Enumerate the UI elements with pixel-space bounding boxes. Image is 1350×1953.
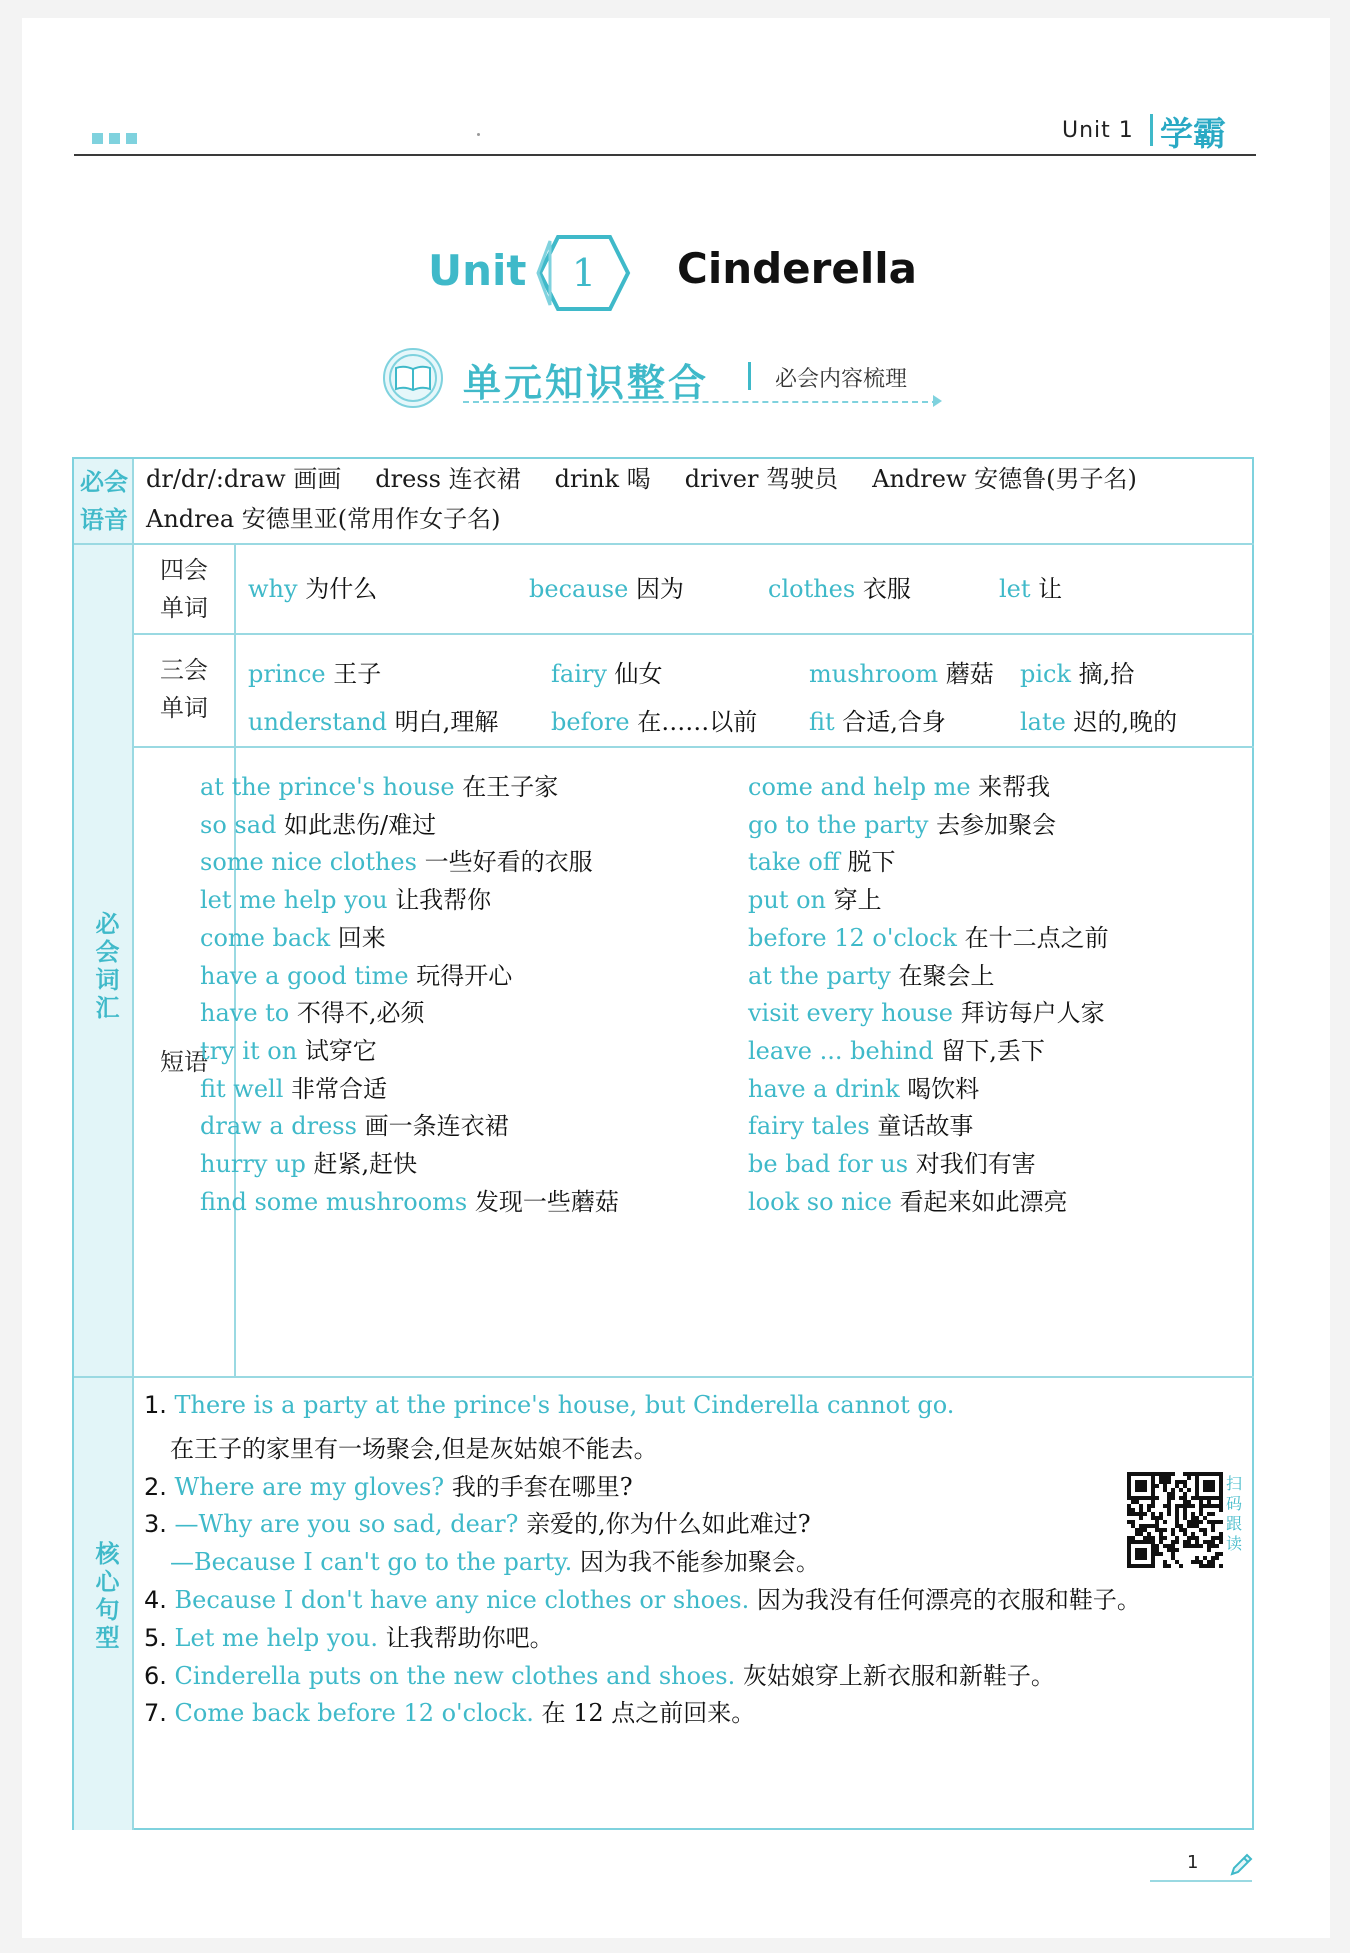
- phrase-item: hurry up 赶紧,赶快: [200, 1150, 418, 1178]
- phrase-item: visit every house 拜访每户人家: [748, 999, 1105, 1028]
- phrase-item: come and help me 来帮我: [748, 773, 1051, 801]
- phonics-word: Andrew: [872, 465, 967, 493]
- unit-number-badge: [536, 233, 632, 313]
- sentence-line: 3. —Why are you so sad, dear? 亲爱的,你为什么如此难过?: [144, 1510, 811, 1539]
- phrases-label: 短语: [160, 1048, 208, 1076]
- phonics-meaning: 安德里亚(常用作女子名): [241, 505, 501, 533]
- phrase-item: put on 穿上: [748, 886, 882, 915]
- qr-code-icon: [1127, 1472, 1223, 1568]
- sentence-line: 在王子的家里有一场聚会,但是灰姑娘不能去。: [170, 1434, 658, 1463]
- three-skill-word: late 迟的,晚的: [1020, 708, 1178, 736]
- unit-number: 1: [571, 251, 597, 295]
- phrase-item: have a drink 喝饮料: [748, 1074, 980, 1103]
- three-skill-label: 三会单词: [160, 656, 208, 722]
- phrase-item: go to the party 去参加聚会: [748, 810, 1057, 839]
- phonics-meaning: 连衣裙: [448, 465, 521, 493]
- phonics-word: dr/dr/:draw: [146, 465, 286, 493]
- row-divider: [132, 633, 1254, 635]
- book-icon: [382, 347, 444, 409]
- phonics-label: 必会语音: [80, 468, 128, 534]
- four-skill-word: why 为什么: [248, 575, 378, 603]
- sentence-line: 5. Let me help you. 让我帮助你吧。: [144, 1623, 554, 1652]
- footer-rule: [1150, 1880, 1252, 1882]
- three-skill-word: before 在……以前: [551, 708, 758, 736]
- sentence-line: 1. There is a party at the prince's house, but Cinderella cannot go.: [144, 1391, 955, 1419]
- three-skill-word: prince 王子: [248, 660, 382, 688]
- sentences-label: 核心句型: [91, 1541, 119, 1653]
- phrase-item: let me help you 让我帮你: [200, 886, 492, 915]
- phonics-word: drink: [554, 465, 620, 493]
- brand-logo: 学霸: [1160, 114, 1226, 153]
- qr-label: 扫码跟读: [1226, 1474, 1243, 1553]
- sentence-line: 4. Because I don't have any nice clothes or shoes. 因为我没有任何漂亮的衣服和鞋子。: [144, 1586, 1141, 1614]
- section-subtitle: 必会内容梳理: [775, 367, 908, 392]
- knowledge-table: [72, 457, 1254, 1830]
- sentence-line: 7. Come back before 12 o'clock. 在 12 点之前回来。: [144, 1699, 756, 1728]
- phrase-item: at the party 在聚会上: [748, 961, 995, 990]
- four-skill-word: because 因为: [529, 575, 684, 603]
- three-skill-word: understand 明白,理解: [248, 708, 499, 736]
- phrase-item: have a good time 玩得开心: [200, 961, 513, 990]
- phonics-line-1: [146, 459, 1137, 499]
- four-skill-word: let 让: [999, 575, 1063, 603]
- three-skill-word: mushroom 蘑菇: [809, 660, 994, 688]
- header-divider: [1150, 114, 1153, 146]
- vocab-label: 必会词汇: [91, 911, 119, 1023]
- header-dot: [477, 133, 480, 136]
- phonics-word: Andrea: [146, 505, 235, 533]
- sentence-line: 6. Cinderella puts on the new clothes and shoes. 灰姑娘穿上新衣服和新鞋子。: [144, 1661, 1055, 1690]
- phrase-item: have to 不得不,必须: [200, 999, 425, 1028]
- page-number: 1: [1187, 1852, 1199, 1873]
- phrase-item: come back 回来: [200, 923, 386, 952]
- arrow-icon: [933, 395, 942, 407]
- phrase-item: so sad 如此悲伤/难过: [200, 810, 437, 839]
- section-divider: [748, 362, 751, 390]
- phrase-item: some nice clothes 一些好看的衣服: [200, 848, 593, 877]
- phonics-meaning: 喝: [626, 465, 651, 493]
- phrase-item: try it on 试穿它: [200, 1036, 377, 1065]
- phonics-meaning: 画画: [293, 465, 342, 493]
- header-unit-label: Unit 1: [1062, 118, 1134, 143]
- header-decoration: [92, 129, 143, 148]
- phrase-item: be bad for us 对我们有害: [748, 1150, 1036, 1178]
- four-skill-label: 四会单词: [160, 556, 208, 622]
- phonics-line-2: [146, 499, 501, 539]
- phonics-meaning: 安德鲁(男子名): [974, 465, 1137, 493]
- phonics-meaning: 驾驶员: [766, 465, 839, 493]
- three-skill-word: fairy 仙女: [551, 660, 663, 688]
- section-title: 单元知识整合: [463, 361, 710, 405]
- phrase-item: take off 脱下: [748, 848, 896, 877]
- phrase-item: before 12 o'clock 在十二点之前: [748, 923, 1109, 952]
- row-divider: [74, 543, 1254, 545]
- sentence-line: —Because I can't go to the party. 因为我不能参加聚会。: [170, 1548, 820, 1577]
- four-skill-word: clothes 衣服: [768, 575, 911, 603]
- phonics-word: driver: [684, 465, 759, 493]
- phrase-item: fit well 非常合适: [200, 1074, 388, 1103]
- phrase-item: find some mushrooms 发现一些蘑菇: [200, 1187, 619, 1216]
- section-underline: [463, 401, 938, 403]
- phrase-item: fairy tales 童话故事: [748, 1112, 974, 1141]
- row-divider: [74, 1376, 1254, 1378]
- header-rule: [74, 154, 1256, 156]
- phrase-item: look so nice 看起来如此漂亮: [748, 1187, 1068, 1216]
- phrase-item: leave ... behind 留下,丢下: [748, 1036, 1045, 1065]
- pencil-icon: [1228, 1852, 1254, 1878]
- row-divider: [132, 746, 1254, 748]
- phrase-item: draw a dress 画一条连衣裙: [200, 1112, 509, 1141]
- sentence-line: 2. Where are my gloves? 我的手套在哪里?: [144, 1472, 633, 1501]
- phonics-word: dress: [375, 465, 441, 493]
- three-skill-word: fit 合适,合身: [809, 708, 946, 736]
- unit-word: Unit: [428, 246, 527, 295]
- unit-name: Cinderella: [677, 244, 918, 293]
- phrase-item: at the prince's house 在王子家: [200, 773, 559, 801]
- three-skill-word: pick 摘,拾: [1020, 660, 1135, 688]
